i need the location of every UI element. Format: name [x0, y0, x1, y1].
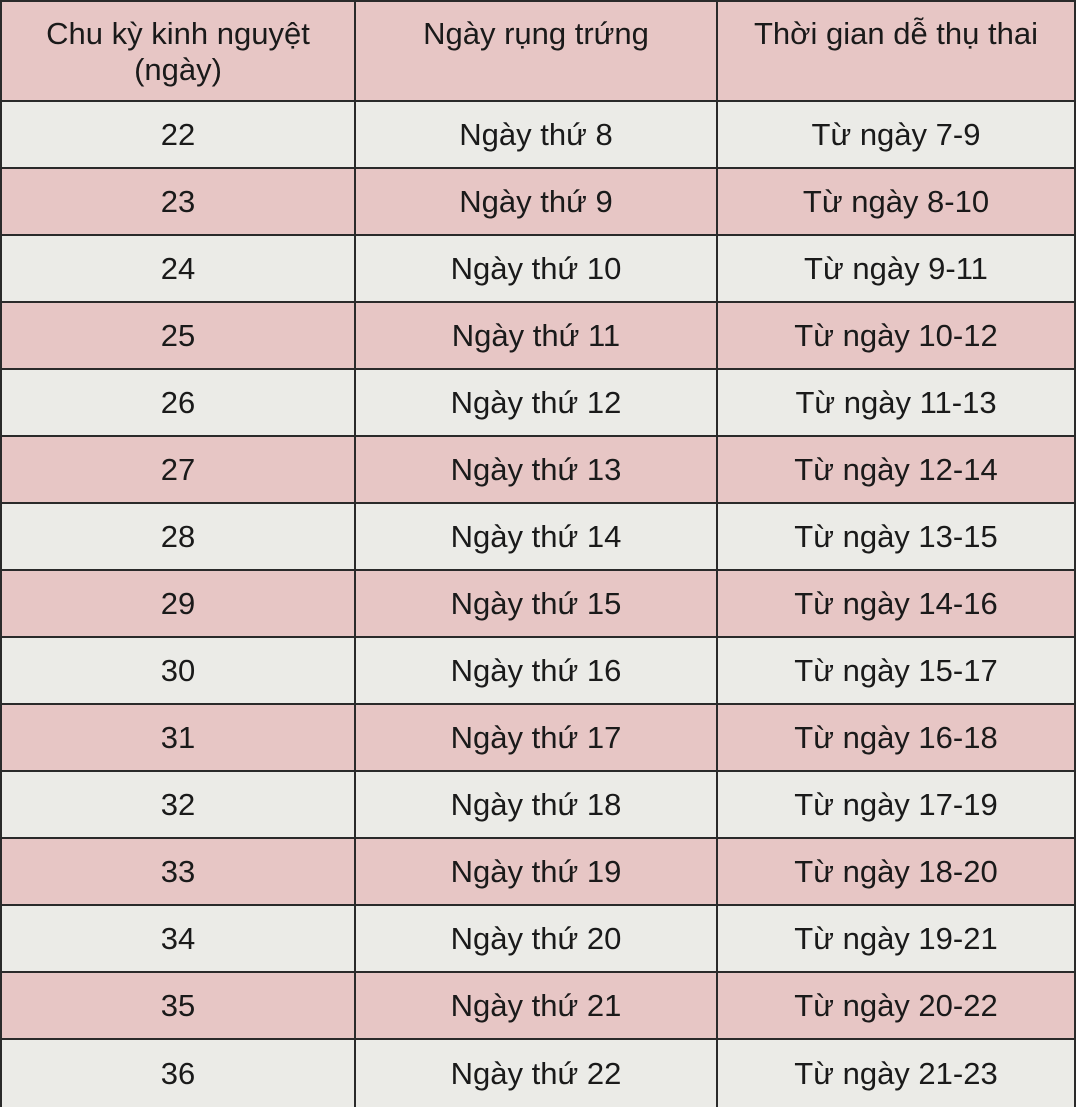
header-ovulation-day — [356, 2, 718, 100]
ovulation-day-cell: Ngày thứ 10 — [356, 236, 718, 301]
table-row — [2, 102, 1074, 169]
table-row — [2, 169, 1074, 236]
ovulation-day-cell: Ngày thứ 15 — [356, 571, 718, 636]
header-cycle-length — [2, 2, 356, 100]
cycle-length-cell: 26 — [2, 370, 356, 435]
ovulation-day-cell: Ngày thứ 21 — [356, 973, 718, 1038]
cycle-length-cell: 35 — [2, 973, 356, 1038]
fertile-window-cell: Từ ngày 14-16 — [794, 585, 998, 621]
fertile-window-cell: Từ ngày 13-15 — [794, 518, 998, 554]
table-row — [2, 973, 1074, 1040]
table-row — [2, 236, 1074, 303]
table-header-row — [2, 2, 1074, 102]
cycle-length-cell: 31 — [2, 705, 356, 770]
cycle-length-cell: 22 — [2, 102, 356, 167]
table-row — [2, 437, 1074, 504]
ovulation-day-cell: Ngày thứ 9 — [356, 169, 718, 234]
table-row — [2, 571, 1074, 638]
ovulation-day-cell: Ngày thứ 8 — [356, 102, 718, 167]
fertile-window-cell: Từ ngày 11-13 — [795, 384, 997, 420]
cycle-length-cell: 30 — [2, 638, 356, 703]
table-row — [2, 1040, 1074, 1107]
ovulation-day-cell: Ngày thứ 12 — [356, 370, 718, 435]
table-row — [2, 638, 1074, 705]
fertile-window-cell: Từ ngày 18-20 — [794, 853, 998, 889]
fertile-window-cell: Từ ngày 19-21 — [794, 920, 998, 956]
fertile-window-cell: Từ ngày 7-9 — [811, 116, 981, 152]
cycle-length-cell: 24 — [2, 236, 356, 301]
cycle-length-cell: 23 — [2, 169, 356, 234]
header-fertile-window-label: Thời gian dễ thụ thai — [753, 16, 1038, 51]
table-row — [2, 705, 1074, 772]
table-row — [2, 839, 1074, 906]
fertile-window-cell: Từ ngày 15-17 — [794, 652, 998, 688]
cycle-length-cell: 33 — [2, 839, 356, 904]
ovulation-day-cell: Ngày thứ 20 — [356, 906, 718, 971]
cycle-length-cell: 27 — [2, 437, 356, 502]
cycle-length-cell: 29 — [2, 571, 356, 636]
ovulation-day-cell: Ngày thứ 16 — [356, 638, 718, 703]
cycle-length-cell: 25 — [2, 303, 356, 368]
ovulation-day-cell: Ngày thứ 18 — [356, 772, 718, 837]
fertile-window-cell: Từ ngày 20-22 — [794, 987, 998, 1023]
table-row — [2, 504, 1074, 571]
cycle-length-cell: 32 — [2, 772, 356, 837]
ovulation-day-cell: Ngày thứ 17 — [356, 705, 718, 770]
header-ovulation-day-label: Ngày rụng trứng — [423, 16, 649, 51]
fertile-window-cell: Từ ngày 21-23 — [794, 1055, 998, 1091]
header-cycle-length-label: Chu kỳ kinh nguyệt (ngày) — [46, 16, 310, 87]
fertile-window-cell: Từ ngày 10-12 — [794, 317, 998, 353]
table-row — [2, 303, 1074, 370]
fertile-window-cell: Từ ngày 9-11 — [804, 250, 988, 286]
cycle-length-cell: 36 — [2, 1040, 356, 1107]
ovulation-day-cell: Ngày thứ 22 — [356, 1040, 718, 1107]
ovulation-day-cell: Ngày thứ 13 — [356, 437, 718, 502]
ovulation-day-cell: Ngày thứ 19 — [356, 839, 718, 904]
fertile-window-cell: Từ ngày 16-18 — [794, 719, 998, 755]
table-row — [2, 772, 1074, 839]
fertile-window-cell: Từ ngày 8-10 — [802, 183, 990, 219]
ovulation-day-cell: Ngày thứ 14 — [356, 504, 718, 569]
ovulation-day-cell: Ngày thứ 11 — [356, 303, 718, 368]
table-row — [2, 906, 1074, 973]
fertile-window-cell: Từ ngày 17-19 — [794, 786, 998, 822]
header-fertile-window — [718, 2, 1074, 100]
fertile-window-cell: Từ ngày 12-14 — [794, 451, 998, 487]
table-row — [2, 370, 1074, 437]
cycle-length-cell: 34 — [2, 906, 356, 971]
cycle-length-cell: 28 — [2, 504, 356, 569]
